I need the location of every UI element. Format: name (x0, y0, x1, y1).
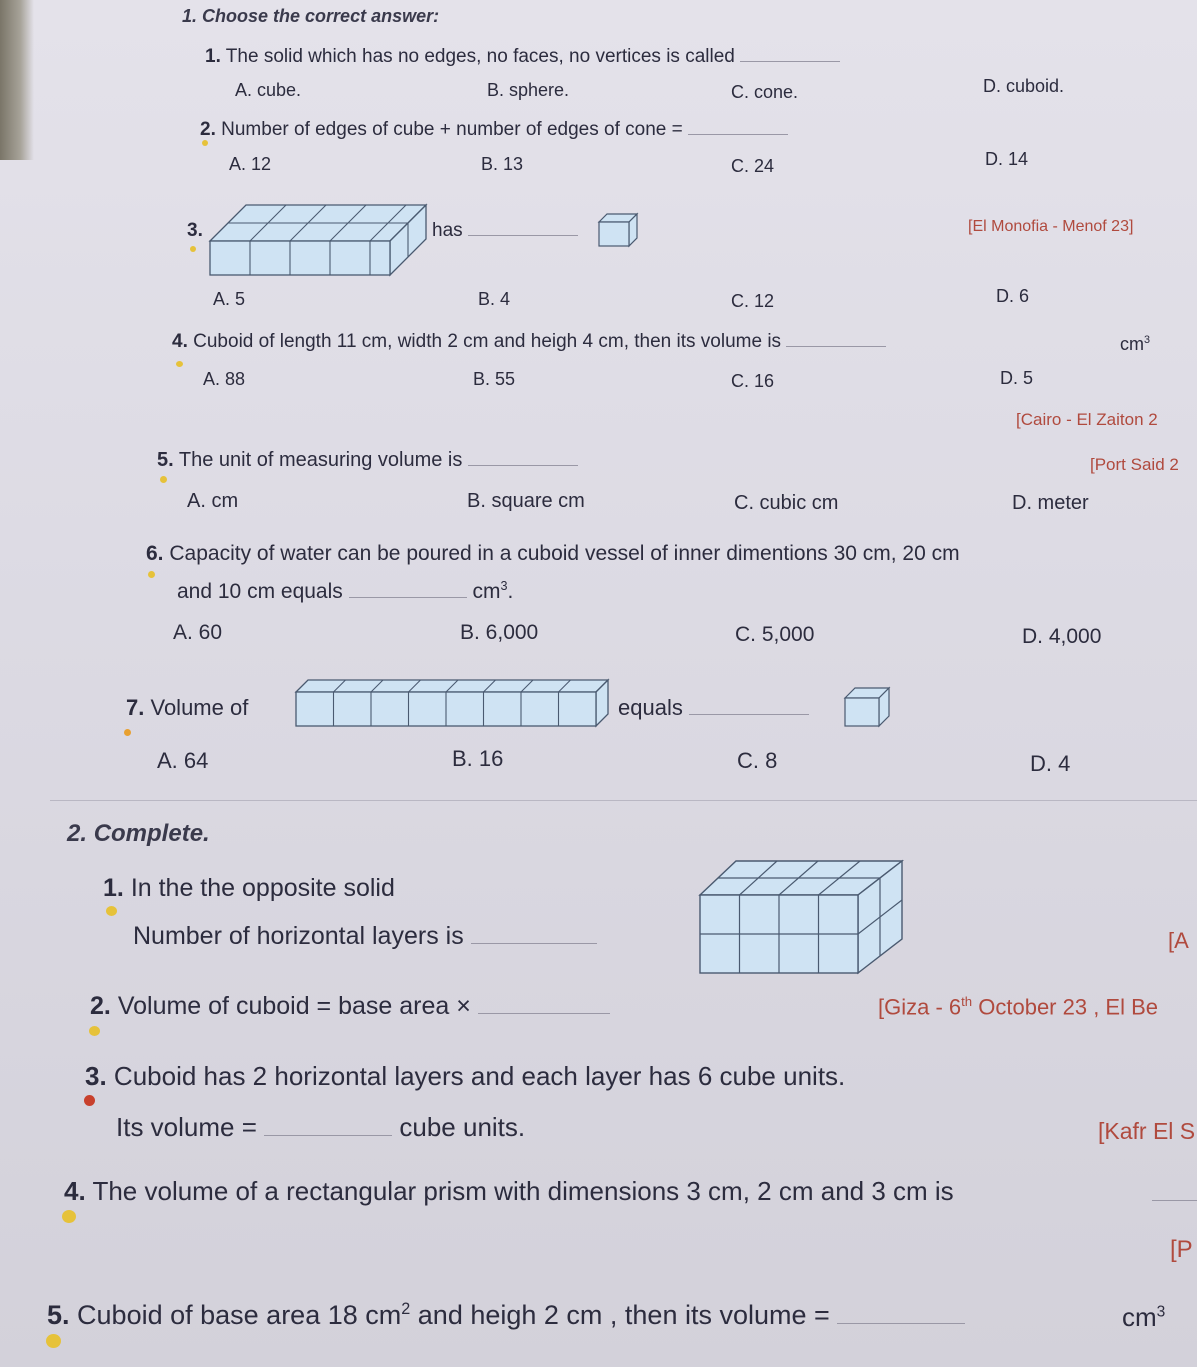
question-text: Volume of cuboid = base area × (117, 992, 471, 1020)
question-text: and 10 cm equals (177, 580, 343, 603)
unit-tail: . (507, 580, 514, 603)
question-text: The volume of a rectangular prism with dimensions 3 cm, 2 cm and 3 cm is (92, 1176, 954, 1206)
option-c[interactable]: C. cubic cm (734, 492, 839, 514)
answer-blank[interactable] (689, 714, 809, 715)
page-edge-shadow (0, 0, 34, 160)
unit-superscript: 3 (500, 579, 508, 593)
bullet-dot (106, 906, 117, 916)
unit-text: cm (1120, 334, 1144, 354)
complete-2 (90, 992, 610, 1021)
question-number: 1. (103, 874, 124, 902)
section-title: Choose the correct answer: (202, 6, 440, 26)
question-1 (205, 46, 840, 68)
answer-blank[interactable] (786, 346, 886, 347)
question-6-line-2 (177, 579, 513, 604)
bullet-dot (84, 1095, 95, 1106)
option-a[interactable]: A. 60 (173, 621, 223, 644)
complete-3-line-2 (116, 1112, 525, 1143)
question-text: has (432, 220, 463, 241)
source-tag: [A (1168, 928, 1189, 953)
option-c[interactable]: C. 12 (731, 291, 775, 311)
question-text: cube units. (399, 1112, 526, 1142)
section-title: Complete. (93, 820, 210, 847)
option-c[interactable]: C. 5,000 (735, 623, 815, 646)
unit-cube-icon (597, 212, 641, 248)
answer-blank[interactable] (468, 235, 578, 236)
question-text: The unit of measuring volume is (178, 449, 463, 471)
bullet-dot (89, 1026, 100, 1036)
option-c[interactable]: C. 16 (731, 371, 775, 391)
option-d[interactable]: D. 6 (996, 286, 1030, 306)
cuboid-figure-q3 (210, 205, 430, 277)
question-number: 5. (47, 1300, 70, 1330)
answer-blank[interactable] (478, 1013, 610, 1014)
option-a[interactable]: A. cm (187, 490, 239, 512)
source-text: October 23 , El Be (972, 994, 1159, 1020)
option-b[interactable]: B. 13 (481, 154, 524, 174)
source-tag: [P (1170, 1236, 1193, 1263)
question-number: 1. (205, 46, 221, 67)
option-d[interactable]: D. meter (1012, 492, 1089, 514)
option-a[interactable]: A. 5 (213, 289, 246, 309)
question-number: 2. (90, 992, 111, 1020)
question-7-before (126, 695, 248, 721)
complete-1-line-2 (133, 922, 597, 951)
bullet-dot (160, 476, 167, 483)
answer-blank[interactable] (1152, 1170, 1197, 1201)
question-text: In the the opposite solid (130, 874, 395, 902)
answer-blank[interactable] (740, 61, 840, 62)
option-d[interactable]: D. 4,000 (1022, 625, 1102, 648)
unit-superscript: 3 (1156, 1303, 1166, 1321)
question-4 (172, 331, 886, 353)
question-text: Cuboid has 2 horizontal layers and each layer has 6 cube units. (113, 1061, 846, 1091)
bullet-dot (190, 246, 196, 252)
source-tag: [Port Said 2 (1090, 455, 1179, 474)
option-a[interactable]: A. 64 (157, 748, 209, 773)
question-number: 4. (64, 1176, 86, 1206)
question-superscript: 2 (401, 1300, 411, 1318)
option-a[interactable]: A. 88 (203, 369, 246, 389)
question-text: The solid which has no edges, no faces, no vertices is called (225, 46, 735, 67)
question-number: 5. (157, 449, 174, 471)
complete-1-line-1 (103, 874, 395, 903)
question-text: Number of horizontal layers is (133, 922, 464, 950)
bullet-dot (62, 1210, 76, 1223)
question-text: Cuboid of length 11 cm, width 2 cm and heigh 4 cm, then its volume is (193, 331, 782, 352)
bullet-dot (46, 1334, 61, 1348)
unit-superscript: 3 (1144, 334, 1151, 346)
option-a[interactable]: A. cube. (235, 80, 302, 100)
option-c[interactable]: C. 24 (731, 156, 775, 176)
question-6-line-1 (146, 542, 960, 566)
source-tag: [Kafr El S (1098, 1118, 1196, 1144)
source-tag (878, 994, 1158, 1020)
question-text: Cuboid of base area 18 cm (77, 1300, 402, 1330)
question-text: and heigh 2 cm , then its volume = (417, 1300, 830, 1330)
question-text: Volume of (150, 695, 249, 720)
answer-blank[interactable] (837, 1323, 965, 1324)
question-text: Capacity of water can be poured in a cuboid vessel of inner dimentions 30 cm, 20 cm (169, 542, 960, 565)
answer-blank[interactable] (471, 943, 597, 944)
source-tag: [Cairo - El Zaiton 2 (1016, 410, 1158, 429)
source-text: [Giza - 6 (878, 994, 962, 1020)
option-a[interactable]: A. 12 (229, 154, 272, 174)
bullet-dot (176, 361, 183, 367)
answer-blank[interactable] (688, 134, 788, 135)
cuboid-row-figure-q7 (296, 680, 612, 728)
question-3-text (432, 220, 578, 242)
section-number: 2. (67, 820, 88, 847)
question-number: 6. (146, 542, 164, 565)
option-c[interactable]: C. cone. (731, 82, 799, 102)
option-b[interactable]: B. 16 (452, 746, 504, 771)
layered-cuboid-figure (698, 859, 906, 975)
section-divider (50, 800, 1197, 801)
complete-5 (47, 1300, 965, 1331)
question-number: 2. (200, 119, 216, 140)
question-number: 4. (172, 331, 188, 352)
section-2-heading (67, 820, 210, 848)
unit-cube-icon (843, 686, 893, 728)
question-number: 7. (126, 695, 145, 720)
option-b[interactable]: B. 55 (473, 369, 516, 389)
option-d[interactable]: D. 14 (985, 149, 1029, 169)
bullet-dot (202, 140, 208, 146)
answer-blank[interactable] (264, 1135, 392, 1136)
unit-text: cm (472, 580, 501, 603)
question-7-after (618, 695, 809, 721)
unit-label (1122, 1302, 1165, 1333)
complete-3-line-1 (85, 1061, 845, 1092)
option-d[interactable]: D. cuboid. (983, 76, 1065, 96)
bullet-dot (124, 729, 131, 736)
bullet-dot (148, 571, 155, 578)
section-1-heading (182, 6, 439, 27)
option-b[interactable]: B. sphere. (487, 80, 570, 100)
question-number: 3. (85, 1061, 107, 1091)
option-b[interactable]: B. 6,000 (460, 621, 539, 644)
question-text: Its volume = (116, 1112, 257, 1142)
option-b[interactable]: B. square cm (467, 490, 585, 512)
option-d[interactable]: D. 4 (1030, 751, 1071, 776)
unit-text: cm (1122, 1302, 1157, 1332)
answer-blank[interactable] (468, 465, 578, 466)
source-superscript: th (961, 994, 973, 1009)
complete-4 (64, 1176, 954, 1207)
source-tag: [El Monofia - Menof 23] (968, 218, 1134, 235)
answer-blank[interactable] (349, 597, 467, 598)
question-number: 3. (187, 220, 203, 241)
question-text: equals (618, 695, 683, 720)
question-5 (157, 449, 578, 472)
option-b[interactable]: B. 4 (478, 289, 511, 309)
option-c[interactable]: C. 8 (737, 748, 778, 773)
unit-label (1120, 334, 1150, 355)
option-d[interactable]: D. 5 (1000, 368, 1034, 388)
question-2 (200, 119, 788, 141)
question-text: Number of edges of cube + number of edges of cone = (221, 119, 683, 140)
section-number: 1. (182, 6, 198, 26)
